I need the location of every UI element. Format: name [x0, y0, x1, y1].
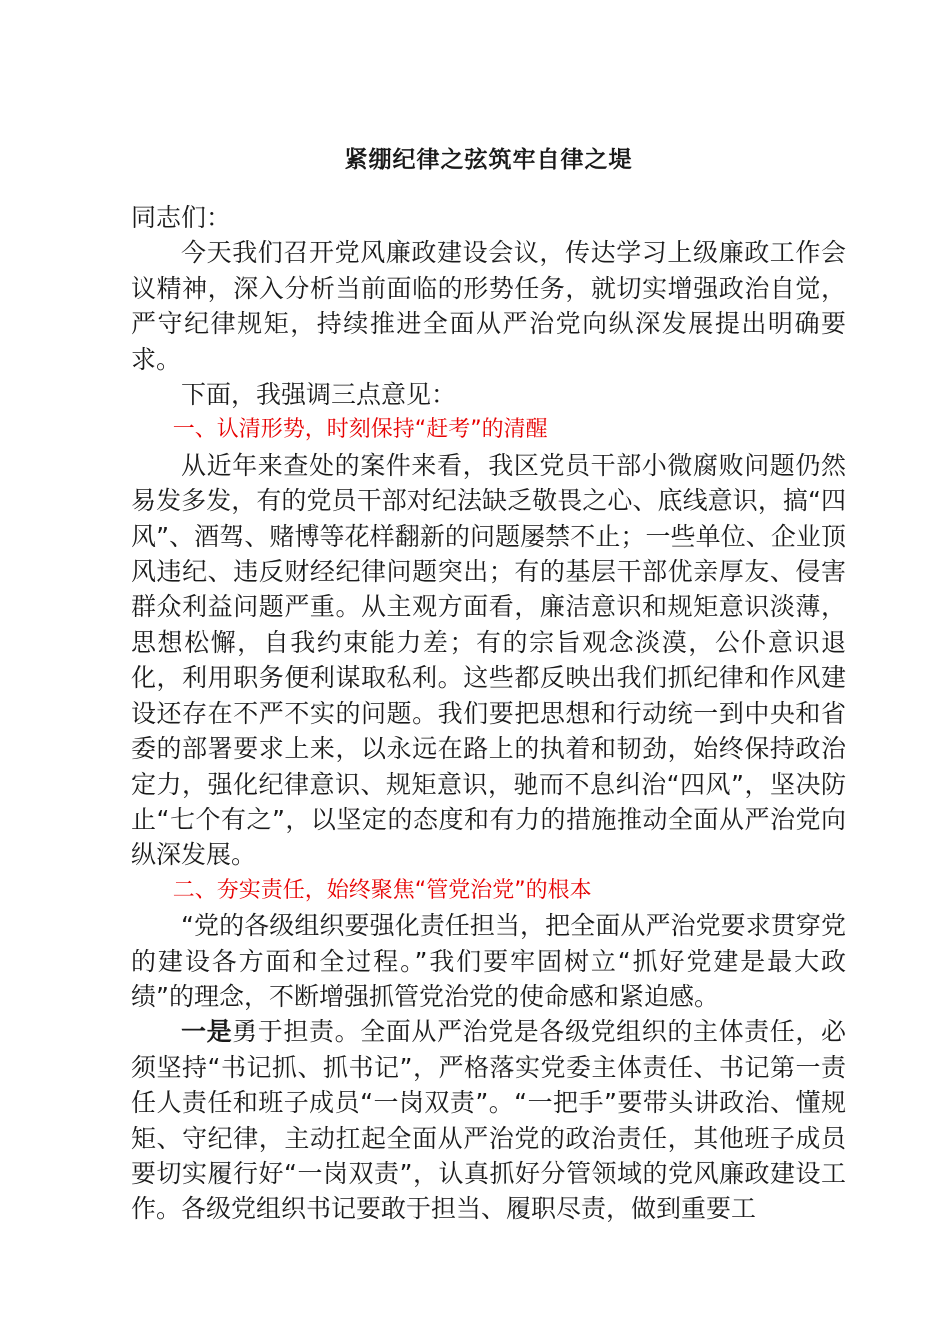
intro-paragraph: 今天我们召开党风廉政建设会议，传达学习上级廉政工作会议精神，深入分析当前面临的形势任务，就切实增强政治自觉，严守纪律规矩，持续推进全面从严治党向纵深发展提出明确要求。 [131, 238, 846, 374]
document-title: 紧绷纪律之弦筑牢自律之堤 [344, 147, 633, 173]
point-1-body: 勇于担责。全面从严治党是各级党组织的主体责任，必须坚持“书记抓、抓书记”，严格落实党委主体责任、书记第一责任人责任和班子成员“一岗双责”。“一把手”要带头讲政治、懂规矩、守纪律，主动扛起全面从严治党的政治责任，其他班子成员要切实履行好“一岗双责”，认真抓好分管领域的党风廉政建设工作。各级党组织书记要敢于担当、履职尽责，做到重要工 [131, 1017, 846, 1224]
section-2-point-1 [131, 1014, 846, 1226]
section-1-body: 从近年来查处的案件来看，我区党员干部小微腐败问题仍然易发多发，有的党员干部对纪法缺乏敬畏之心、底线意识，搞“四风”、酒驾、赌博等花样翻新的问题屡禁不止；一些单位、企业顶风违纪、违反财经纪律问题突出；有的基层干部优亲厚友、侵害群众利益问题严重。从主观方面看，廉洁意识和规矩意识淡薄，思想松懈，自我约束能力差；有的宗旨观念淡漠，公仆意识退化，利用职务便利谋取私利。这些都反映出我们抓纪律和作风建设还存在不严不实的问题。我们要把思想和行动统一到中央和省委的部署要求上来，以永远在路上的执着和韧劲，始终保持政治定力，强化纪律意识、规矩意识，驰而不息纠治“四风”，坚决防止“七个有之”，以坚定的态度和有力的措施推动全面从严治党向纵深发展。 [131, 450, 846, 870]
section-1-heading: 一、认清形势，时刻保持“赶考”的清醒 [172, 417, 548, 443]
salutation: 同志们： [131, 203, 232, 232]
document-page [131, 140, 846, 1227]
section-2-heading: 二、夯实责任，始终聚焦“管党治党”的根本 [172, 877, 592, 903]
point-1-lead: 一是 [181, 1017, 233, 1047]
section-2-body: “党的各级组织要强化责任担当，把全面从严治党要求贯穿党的建设各方面和全过程。”我们要牢固树立“抓好党建是最大政绩”的理念，不断增强抓管党治党的使命感和紧迫感。 [131, 911, 846, 1011]
lead-in-paragraph: 下面，我强调三点意见： [181, 380, 457, 410]
